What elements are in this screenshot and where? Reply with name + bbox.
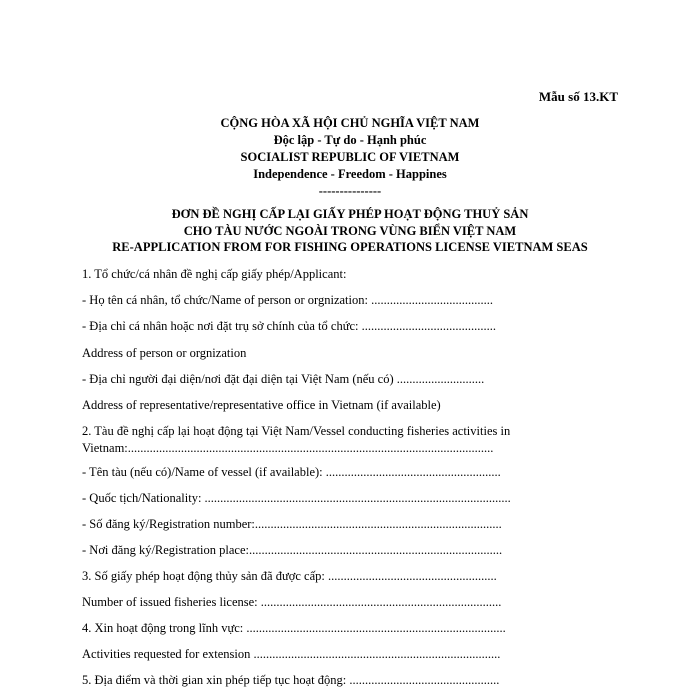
national-header — [0, 115, 700, 200]
national-motto: Độc lập - Tự do - Hạnh phúc — [273, 133, 427, 147]
form-line: Vietnam:..................................................................................................................... — [82, 441, 494, 455]
form-line: - Nơi đăng ký/Registration place:................................................................................. — [82, 543, 503, 557]
form-line: - Quốc tịch/Nationality: .................................................................................................. — [82, 491, 511, 505]
form-line: - Địa chỉ người đại diện/nơi đặt đại diện tại Việt Nam (nếu có) ............................ — [82, 372, 485, 386]
header-separator: --------------- — [318, 184, 382, 198]
form-line: - Địa chỉ cá nhân hoặc nơi đặt trụ sở chính của tổ chức: ........................................... — [82, 319, 496, 333]
form-line: - Tên tàu (nếu có)/Name of vessel (if available): ........................................................ — [82, 465, 501, 479]
form-line: 5. Địa điểm và thời gian xin phép tiếp tục hoạt động: ................................................ — [82, 673, 500, 687]
form-line: Number of issued fisheries license: ............................................................................. — [82, 595, 502, 609]
form-line: 1. Tổ chức/cá nhân đề nghị cấp giấy phép/Applicant: — [82, 267, 347, 281]
form-line: 2. Tàu đề nghị cấp lại hoạt động tại Việt Nam/Vessel conducting fisheries activities in — [82, 424, 511, 438]
country-name: CỘNG HÒA XÃ HỘI CHỦ NGHĨA VIỆT NAM — [220, 116, 480, 130]
form-line: Activities requested for extension ............................................................................... — [82, 647, 501, 661]
title-line-2: CHO TÀU NƯỚC NGOÀI TRONG VÙNG BIỂN VIỆT NAM — [183, 223, 517, 238]
document-title — [0, 206, 700, 256]
form-line: 4. Xin hoạt động trong lĩnh vực: ................................................................................... — [82, 621, 506, 635]
form-line: - Họ tên cá nhân, tổ chức/Name of person or orgnization: ....................................... — [82, 293, 493, 307]
form-code: Mẫu số 13.KT — [538, 89, 618, 104]
country-name-en: SOCIALIST REPUBLIC OF VIETNAM — [240, 150, 460, 164]
form-line: 3. Số giấy phép hoạt động thủy sản đã được cấp: ...................................................... — [82, 569, 497, 583]
form-line: Address of person or orgnization — [82, 346, 247, 360]
form-line: - Số đăng ký/Registration number:............................................................................... — [82, 517, 502, 531]
title-line-3: RE-APPLICATION FROM FOR FISHING OPERATIONS LICENSE VIETNAM SEAS — [112, 240, 588, 254]
form-line: Address of representative/representative office in Vietnam (if available) — [82, 398, 441, 412]
national-motto-en: Independence - Freedom - Happines — [253, 167, 447, 181]
title-line-1: ĐƠN ĐỀ NGHỊ CẤP LẠI GIẤY PHÉP HOẠT ĐỘNG THUỶ SẢN — [171, 207, 529, 221]
